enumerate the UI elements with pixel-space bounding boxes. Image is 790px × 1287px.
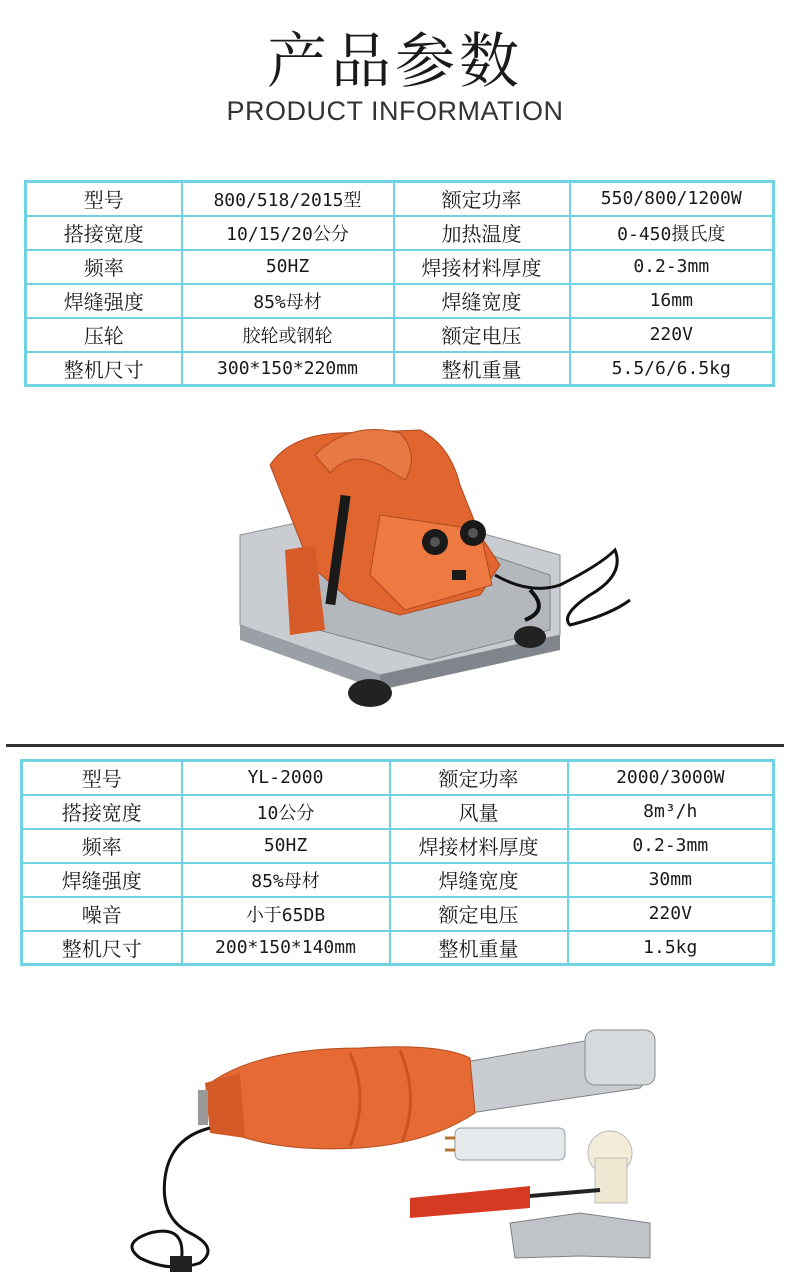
table-cell: 频率 [22,829,182,863]
table-cell: 焊缝宽度 [390,863,568,897]
table-cell: 胶轮或钢轮 [182,318,394,352]
table-row [26,182,774,216]
table-cell: 8m³/h [568,795,774,829]
table-row [26,318,774,352]
table-cell: 型号 [26,182,182,216]
table-cell: 10/15/20公分 [182,216,394,250]
table-row [22,761,774,795]
table-cell: 焊接材料厚度 [390,829,568,863]
table-cell: 整机重量 [394,352,570,386]
table-cell: 200*150*140mm [182,931,390,965]
table-cell: 搭接宽度 [22,795,182,829]
table-cell: 搭接宽度 [26,216,182,250]
table-cell: 频率 [26,250,182,284]
table-cell: 焊接材料厚度 [394,250,570,284]
table-cell: 800/518/2015型 [182,182,394,216]
table-row [22,897,774,931]
table-cell: 额定电压 [394,318,570,352]
table-cell: 整机重量 [390,931,568,965]
table-cell: 85%母材 [182,284,394,318]
table-cell: 0-450摄氏度 [570,216,774,250]
page-title: 产品参数 [267,27,523,97]
table-row [26,352,774,386]
table-cell: YL-2000 [182,761,390,795]
table-cell: 额定功率 [394,182,570,216]
table-cell: 16mm [570,284,774,318]
table-row [22,829,774,863]
table-cell: 压轮 [26,318,182,352]
table-cell: 加热温度 [394,216,570,250]
table-row [26,216,774,250]
table-cell: 50HZ [182,829,390,863]
welding-machine-image [230,425,640,720]
table-cell: 焊缝强度 [22,863,182,897]
table-cell: 85%母材 [182,863,390,897]
table-cell: 额定电压 [390,897,568,931]
table-cell: 0.2-3mm [568,829,774,863]
table-cell: 5.5/6/6.5kg [570,352,774,386]
table-cell: 型号 [22,761,182,795]
table-cell: 焊缝宽度 [394,284,570,318]
table-row [26,284,774,318]
spec-table-1 [24,180,775,387]
table-cell: 整机尺寸 [22,931,182,965]
table-cell: 整机尺寸 [26,352,182,386]
table-cell: 额定功率 [390,761,568,795]
section-divider [6,744,784,747]
table-cell: 1.5kg [568,931,774,965]
table-cell: 220V [570,318,774,352]
table-cell: 风量 [390,795,568,829]
table-cell: 0.2-3mm [570,250,774,284]
table-row [22,863,774,897]
table-cell: 550/800/1200W [570,182,774,216]
table-cell: 220V [568,897,774,931]
spec-table-2 [20,759,775,966]
table-cell: 噪音 [22,897,182,931]
table-cell: 30mm [568,863,774,897]
table-row [22,795,774,829]
table-cell: 50HZ [182,250,394,284]
table-cell: 焊缝强度 [26,284,182,318]
table-cell: 300*150*220mm [182,352,394,386]
page-subtitle: PRODUCT INFORMATION [226,96,564,126]
table-row [22,931,774,965]
table-cell: 2000/3000W [568,761,774,795]
table-cell: 10公分 [182,795,390,829]
table-row [26,250,774,284]
hot-air-gun-image [110,1018,670,1280]
table-cell: 小于65DB [182,897,390,931]
